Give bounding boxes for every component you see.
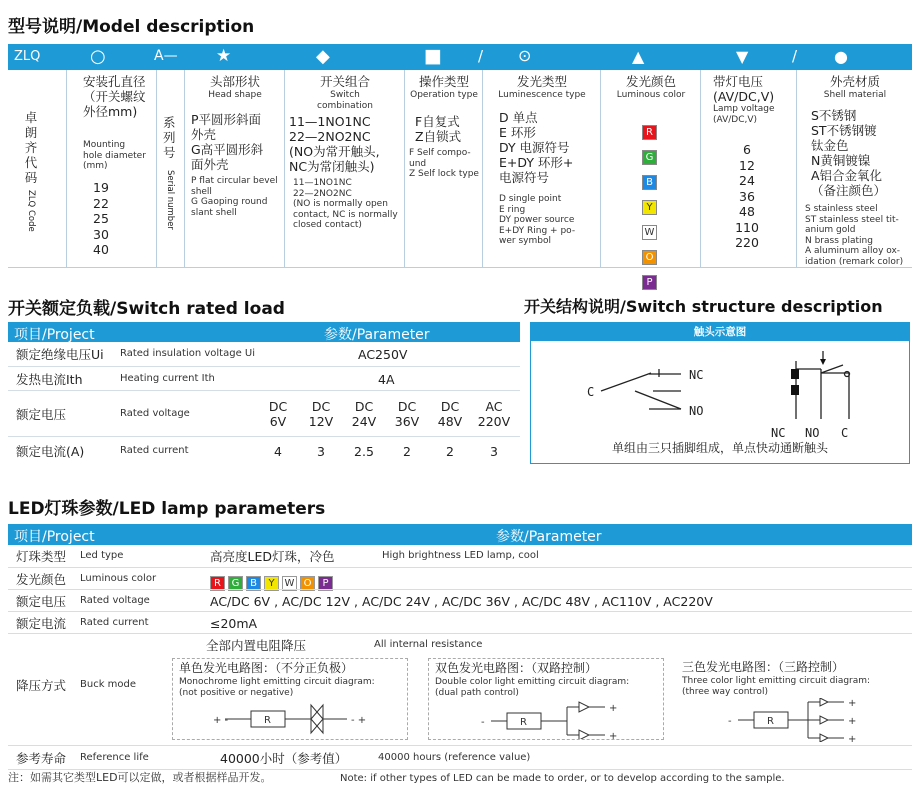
load-header-parameter: 参数/Parameter <box>324 327 430 343</box>
led-type-cn: 灯珠类型 <box>16 549 67 564</box>
contact-schematic-diagram <box>531 341 909 441</box>
mounting-hole-values <box>93 180 109 258</box>
model-code-bar <box>8 44 912 70</box>
load-row-cn: 发热电流Ith <box>16 372 83 387</box>
load-row-voltage <box>8 390 520 436</box>
zlq-code-column <box>8 70 66 268</box>
head-shape-line: G高平圆形斜 <box>191 142 264 157</box>
head-shape-en-line: G Gaoping round <box>191 197 268 207</box>
hole-value: 40 <box>93 242 109 257</box>
voltage-type: DC <box>440 399 460 414</box>
buck-intro-en: All internal resistance <box>374 639 483 650</box>
color-swatch-p: P <box>642 275 657 290</box>
led-row-type <box>8 545 912 567</box>
structure-section-title: 开关结构说明/Switch structure description <box>524 297 883 316</box>
head-shape-en: Head shape <box>208 90 262 100</box>
model-section-title: 型号说明/Model description <box>8 17 255 37</box>
voltage-value: 24V <box>351 414 377 429</box>
luminescence-type-line: DY 电源符号 <box>499 140 570 155</box>
led-type-value-cn: 高亮度LED灯珠，冷色 <box>210 549 335 564</box>
mono-minus-plus: - + <box>351 715 367 726</box>
led-current-cn: 额定电流 <box>16 616 67 631</box>
switch-combination-line: (NO为常开触头, <box>289 144 380 159</box>
color-swatch-y: Y <box>642 200 657 215</box>
zlq-code-en: ZLQ Code <box>26 190 36 232</box>
code-star-icon: ★ <box>216 46 232 66</box>
dual-plus-a: + <box>609 703 618 714</box>
voltage-col <box>430 399 470 429</box>
tri-circuit-diagram <box>676 698 910 742</box>
led-header <box>8 524 912 545</box>
operation-type-en-line: Z Self lock type <box>409 169 479 179</box>
color-swatch-w: W <box>642 225 657 240</box>
led-voltage-cn: 额定电压 <box>16 594 67 609</box>
led-swatch-g: G <box>228 576 243 591</box>
buck-intro-cn: 全部内置电阻降压 <box>206 638 307 653</box>
operation-type-column <box>404 70 482 268</box>
contact-block <box>791 369 799 379</box>
operation-type-en: Operation type <box>410 90 478 100</box>
voltage-value: 48V <box>437 414 463 429</box>
luminescence-type-en-lines <box>499 194 575 247</box>
code-slash: / <box>478 47 484 65</box>
shell-material-en-line: N brass plating <box>805 235 873 246</box>
led-life-en: Reference life <box>80 752 149 763</box>
luminescence-type-line: E+DY 环形+ <box>499 155 574 170</box>
footnote-en: Note: if other types of LED can be made to order, or to develop according to the sample. <box>340 773 785 784</box>
shell-material-en-lines <box>805 204 903 267</box>
pin-no-label: NO <box>805 426 820 440</box>
led-row-voltage <box>8 589 912 611</box>
led-swatch-o: O <box>300 576 315 591</box>
voltage-type: DC <box>397 399 417 414</box>
serial-number-column <box>156 70 184 268</box>
model-table <box>8 70 912 288</box>
head-shape-cn-lines <box>191 112 263 172</box>
lamp-voltage-value: 48 <box>739 204 755 219</box>
voltage-type: DC <box>311 399 331 414</box>
led-section-title: LED灯珠参数/LED lamp parameters <box>8 499 326 519</box>
color-swatch-b: B <box>642 175 657 190</box>
luminescence-type-en-line: E+DY Ring + po- <box>499 225 576 236</box>
load-section-title: 开关额定负载/Switch rated load <box>8 299 285 319</box>
switch-combination-cn-lines <box>289 114 380 174</box>
footnote-cn: 注：如需其它类型LED可以定做，或者根据样品开发。 <box>8 771 272 784</box>
led-header-parameter: 参数/Parameter <box>496 529 602 545</box>
luminescence-type-line: E 环形 <box>499 125 536 140</box>
voltage-col <box>387 399 427 429</box>
led-row-buck <box>8 633 912 741</box>
led-voltage-en: Rated voltage <box>80 595 150 606</box>
current-value: 2 <box>446 444 454 459</box>
code-dot-icon: ● <box>834 47 848 66</box>
shell-material-line: S不锈钢 <box>811 108 857 123</box>
load-row-insulation <box>8 342 520 366</box>
load-row-current <box>8 436 520 464</box>
serial-number-en: Serial number <box>165 170 175 230</box>
led-row-life <box>8 745 912 769</box>
shell-material-en-line: anium gold <box>805 225 856 235</box>
code-diamond-icon: ◆ <box>316 46 330 67</box>
shell-material-en-line: S stainless steel <box>805 204 878 214</box>
load-row-cn: 额定绝缘电压Ui <box>16 347 104 362</box>
head-shape-en-line: P flat circular bevel <box>191 176 278 186</box>
tri-plus-a: + <box>848 698 857 709</box>
switch-combination-en-line: (NO is normally open <box>293 199 388 209</box>
luminescence-type-en: Luminescence type <box>498 90 586 100</box>
color-swatch-o: O <box>642 250 657 265</box>
led-table <box>8 545 912 770</box>
current-value: 4 <box>274 444 282 459</box>
voltage-value: 220V <box>477 414 511 429</box>
voltage-col <box>258 399 298 429</box>
lamp-voltage-cn2: (AV/DC,V) <box>713 89 775 104</box>
operation-type-line: F自复式 <box>415 114 460 129</box>
load-row-heating <box>8 366 520 390</box>
led-life-cn: 参考寿命 <box>16 751 67 766</box>
led-swatch-p: P <box>318 576 333 591</box>
mono-circuit-cn: 单色发光电路图：（不分正负极） <box>179 661 354 675</box>
head-shape-en-lines <box>191 176 278 218</box>
shell-material-line: N黄铜镀镍 <box>811 153 871 168</box>
code-circle-icon: ○ <box>90 46 106 67</box>
hole-value: 25 <box>93 211 109 226</box>
led-row-color <box>8 567 912 589</box>
current-value: 2.5 <box>354 444 374 459</box>
schematic-c-label: C <box>587 385 595 399</box>
mono-circuit-diagram <box>173 699 407 739</box>
pin-nc-label: NC <box>771 426 786 440</box>
operation-type-en-line: F Self compo- <box>409 148 471 158</box>
switch-combination-en-line: closed contact) <box>293 220 362 230</box>
luminescence-type-en-line: DY power source <box>499 215 575 225</box>
mono-circuit-en: Monochrome light emitting circuit diagram: (not positive or negative) <box>179 677 375 698</box>
dual-circuit-en: Double color light emitting circuit diagram: (dual path control) <box>435 677 630 698</box>
lamp-voltage-value: 36 <box>739 188 755 204</box>
pin-c-label: C <box>841 426 849 440</box>
luminescence-type-line: D 单点 <box>499 110 538 125</box>
led-swatch-y: Y <box>264 576 279 591</box>
head-shape-cn: 头部形状 <box>209 74 260 89</box>
led-buck-cn: 降压方式 <box>16 678 67 693</box>
load-row-value: AC250V <box>358 347 408 362</box>
shell-material-line: ST不锈钢镀 <box>811 123 877 138</box>
luminescence-type-cn-lines <box>499 110 573 185</box>
switch-combination-line: 11—1NO1NC <box>289 114 371 129</box>
hole-value: 30 <box>93 226 109 242</box>
luminescence-type-en-line: wer symbol <box>499 236 551 246</box>
led-color-cn: 发光颜色 <box>16 572 67 587</box>
switch-combination-en: Switch combination <box>317 90 373 111</box>
load-row-en: Heating current Ith <box>120 373 215 384</box>
load-current-cn: 额定电流(A) <box>16 444 85 459</box>
tri-circuit-en: Three color light emitting circuit diagram: (three way control) <box>682 676 871 697</box>
switch-combination-en-line: contact, NC is normally <box>293 209 398 220</box>
structure-header: 触头示意图 <box>531 323 909 341</box>
led-swatch-w: W <box>282 576 297 591</box>
shell-material-en: Shell material <box>823 90 887 100</box>
luminescence-type-en-line: D single point <box>499 194 562 204</box>
head-shape-en-line: slant shell <box>191 207 237 218</box>
operation-type-line: Z自锁式 <box>415 129 462 144</box>
head-shape-line: 外壳 <box>191 127 217 142</box>
code-series: A— <box>154 48 178 64</box>
current-value: 2 <box>403 444 411 459</box>
tri-plus-b: + <box>848 716 857 727</box>
mounting-hole-en: Mounting hole diameter (mm) <box>83 140 146 171</box>
color-swatch-r: R <box>642 125 657 140</box>
code-slash-2: / <box>792 47 798 65</box>
switch-combination-column <box>284 70 404 268</box>
voltage-type: DC <box>354 399 374 414</box>
dual-minus: - <box>481 717 485 728</box>
luminous-color-en: Luminous color <box>616 90 686 100</box>
voltage-col <box>472 399 516 429</box>
voltage-value: 12V <box>308 414 334 429</box>
head-shape-en-line: shell <box>191 186 212 197</box>
shell-material-column <box>796 70 912 268</box>
switch-combination-en-lines <box>293 178 398 231</box>
load-table <box>8 342 520 466</box>
dual-circuit-cn: 双色发光电路图：（双路控制） <box>435 661 598 675</box>
load-header <box>8 322 520 342</box>
color-swatch-g: G <box>642 150 657 165</box>
voltage-value: 6V <box>269 414 287 429</box>
code-triangle-down-icon: ▼ <box>736 47 749 66</box>
led-swatch-b: B <box>246 576 261 591</box>
code-square-icon: ■ <box>424 45 442 67</box>
head-shape-line: 面外壳 <box>191 157 229 172</box>
code-triangle-up-icon: ▲ <box>632 47 645 66</box>
shell-material-line: 钛金色 <box>811 138 849 153</box>
luminescence-type-en-line: E ring <box>499 204 526 215</box>
structure-box <box>530 322 910 464</box>
lamp-voltage-cn: 带灯电压 <box>713 74 764 89</box>
lamp-voltage-value: 110 <box>735 219 759 235</box>
led-type-en: Led type <box>80 550 124 561</box>
tri-circuit-cn: 三色发光电路图：（三路控制） <box>682 660 845 674</box>
shell-material-cn-lines <box>811 108 886 198</box>
led-voltage-value: AC/DC 6V , AC/DC 12V , AC/DC 24V , AC/DC 36V , AC/DC 48V , AC110V , AC220V <box>210 594 713 609</box>
operation-type-cn: 操作类型 <box>418 74 469 89</box>
code-prefix: ZLQ <box>14 49 41 64</box>
shell-material-cn: 外壳材质 <box>829 74 880 89</box>
led-swatch-r: R <box>210 576 225 591</box>
code-dot-circle-icon: ⊙ <box>518 46 532 65</box>
shell-material-en-line: idation (remark color) <box>805 256 904 267</box>
hole-value: 22 <box>93 195 109 211</box>
luminescence-type-column <box>482 70 600 268</box>
schematic-no-label: NO <box>689 404 704 418</box>
voltage-type: AC <box>485 399 503 414</box>
schematic-nc-label: NC <box>689 368 704 382</box>
mounting-hole-cn: 安装孔直径（开关螺纹外径mm) <box>83 74 146 119</box>
dual-resistor-label: R <box>520 717 527 728</box>
tri-plus-c: + <box>848 734 857 742</box>
head-shape-column <box>184 70 284 268</box>
lamp-voltage-column <box>700 70 796 268</box>
luminous-color-cn: 发光颜色 <box>625 74 676 89</box>
lamp-voltage-value: 6 <box>743 142 751 157</box>
shell-material-line: A铝合金氧化 <box>811 168 883 183</box>
load-voltage-cn: 额定电压 <box>16 407 67 422</box>
contact-block <box>791 385 799 395</box>
voltage-col <box>301 399 341 429</box>
led-type-value-en: High brightness LED lamp, cool <box>382 550 539 561</box>
zlq-code-cn: 卓朗齐代码 <box>24 110 38 185</box>
led-life-value-cn: 40000小时（参考值） <box>220 751 348 766</box>
shell-material-line: （备注颜色） <box>811 183 887 198</box>
dual-circuit-diagram <box>429 699 663 739</box>
switch-combination-line: 22—2NO2NC <box>289 129 371 144</box>
serial-number-cn: 系列号 <box>163 115 176 160</box>
hole-value: 19 <box>93 180 109 195</box>
switch-combination-cn: 开关组合 <box>319 74 370 89</box>
load-row-en: Rated insulation voltage Ui <box>120 348 255 359</box>
color-swatch-list <box>642 120 660 295</box>
operation-type-cn-lines <box>415 114 461 144</box>
arrow-icon <box>820 359 826 365</box>
luminous-color-column <box>600 70 700 288</box>
led-current-value: ≤20mA <box>210 616 258 631</box>
led-life-value-en: 40000 hours (reference value) <box>378 752 531 763</box>
led-current-en: Rated current <box>80 617 149 628</box>
tri-circuit-box <box>676 658 912 740</box>
load-header-project: 项目/Project <box>14 327 95 343</box>
mono-plus-minus: + - <box>213 715 229 726</box>
current-value: 3 <box>490 444 498 459</box>
operation-type-en-lines <box>409 148 479 180</box>
tri-minus: - <box>728 716 732 727</box>
operation-type-en-line: und <box>409 158 427 169</box>
mono-circuit-box <box>172 658 408 740</box>
lamp-voltage-value: 220 <box>735 235 759 250</box>
dual-plus-b: + <box>609 731 618 739</box>
switch-combination-en-line: 11—1NO1NC <box>293 178 352 188</box>
led-color-en: Luminous color <box>80 573 157 584</box>
dual-circuit-box <box>428 658 664 740</box>
tri-resistor-label: R <box>767 716 774 727</box>
shell-material-en-line: ST stainless steel tit- <box>805 214 899 225</box>
voltage-value: 36V <box>394 414 420 429</box>
shell-material-en-line: A aluminum alloy ox- <box>805 246 901 256</box>
switch-combination-en-line: 22—2NO2NC <box>293 188 352 199</box>
luminescence-type-cn: 发光类型 <box>516 74 567 89</box>
led-buck-en: Buck mode <box>80 679 137 690</box>
current-value: 3 <box>317 444 325 459</box>
led-row-current <box>8 611 912 633</box>
lamp-voltage-en: Lamp voltage (AV/DC,V) <box>713 104 775 125</box>
led-header-project: 项目/Project <box>14 529 95 545</box>
lamp-voltage-values <box>723 142 771 251</box>
mono-resistor-label: R <box>264 715 271 726</box>
switch-combination-line: NC为常闭触头) <box>289 159 375 174</box>
load-current-en: Rated current <box>120 445 189 456</box>
load-voltage-en: Rated voltage <box>120 408 190 419</box>
luminescence-type-line: 电源符号 <box>499 170 550 185</box>
mounting-hole-column <box>66 70 156 268</box>
voltage-type: DC <box>268 399 288 414</box>
structure-caption: 单组由三只插脚组成，单点快动通断触头 <box>611 441 828 455</box>
voltage-col <box>344 399 384 429</box>
head-shape-line: P平圆形斜面 <box>191 112 262 127</box>
led-color-swatches <box>210 571 336 591</box>
load-row-value: 4A <box>378 372 395 387</box>
lamp-voltage-value: 24 <box>739 173 755 188</box>
lamp-voltage-value: 12 <box>739 157 755 173</box>
